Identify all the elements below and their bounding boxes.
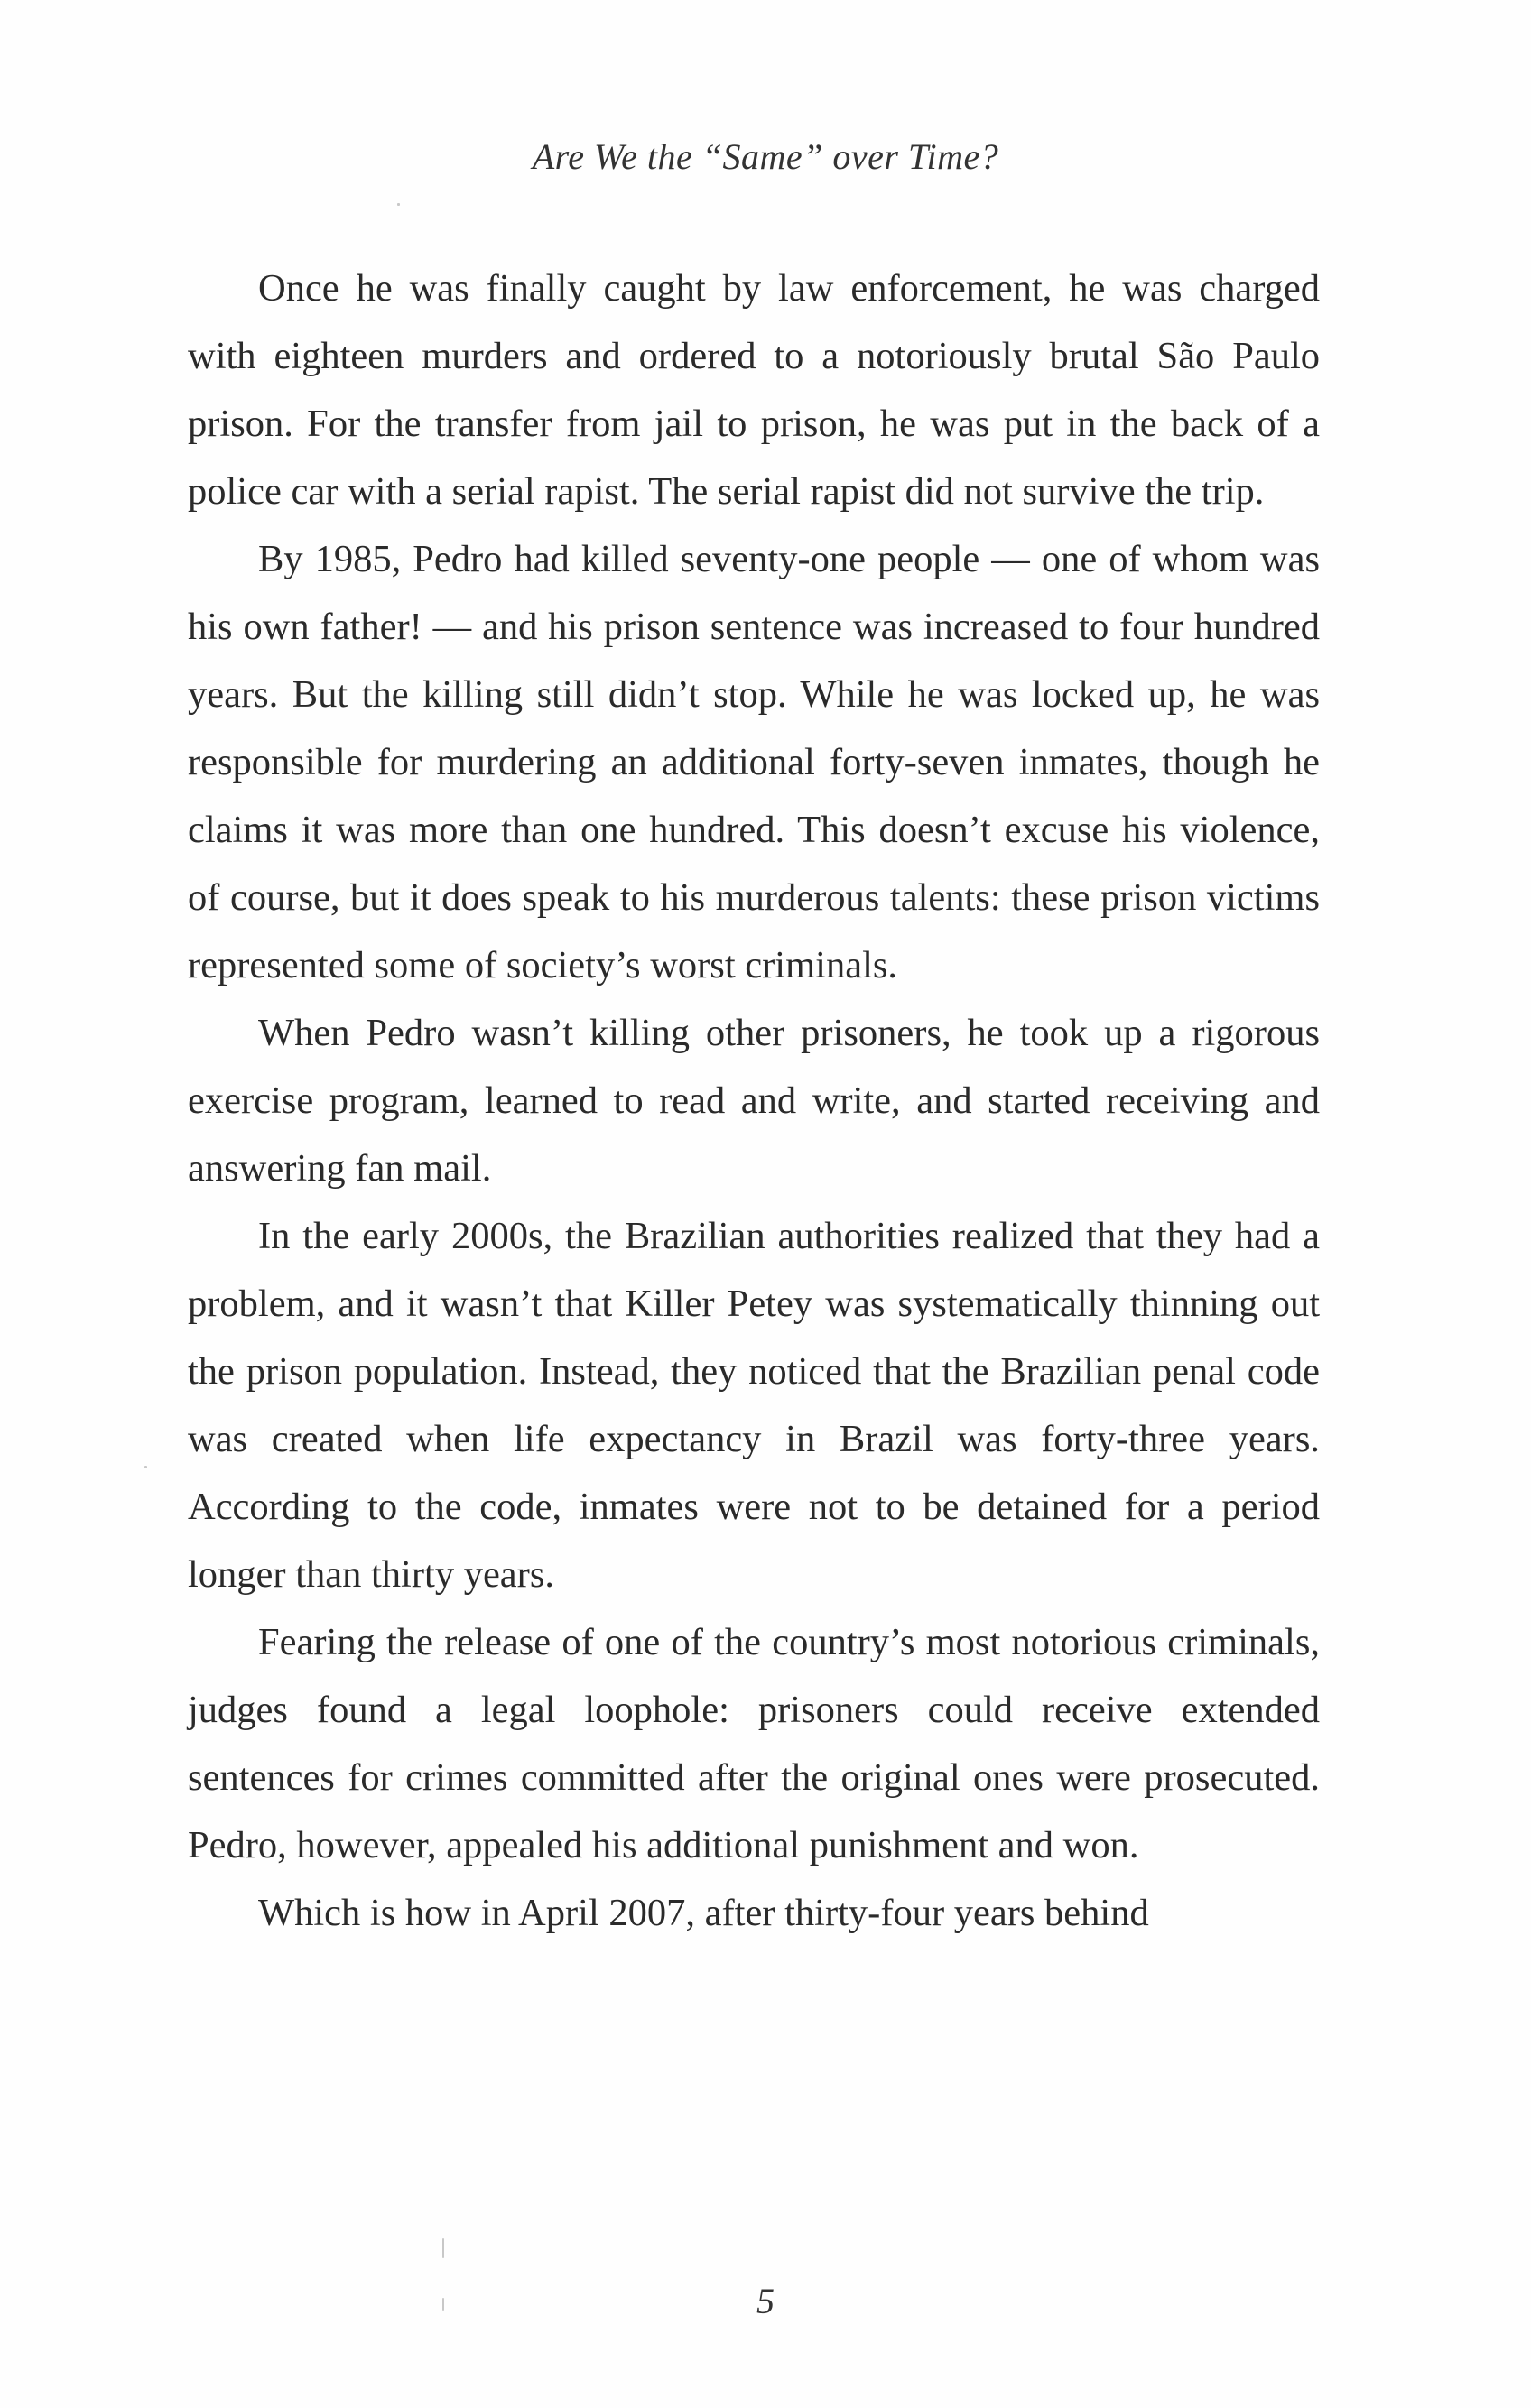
- paragraph-5: Fearing the release of one of the country’s most notorious criminals, judges found a legal loophole: prisoners could receive extended sentences for crimes committed after the original ones were prosecuted. Pedro, however, appealed his additional punishment and won.: [188, 1621, 1320, 1866]
- paragraph-1: Once he was finally caught by law enforcement, he was charged with eighteen murders and ordered to a notoriously brutal São Paulo prison. For the transfer from jail to prison, he was put in the back of a police car with a serial rapist. The serial rapist did not survive the trip.: [188, 267, 1320, 513]
- scan-speck: [442, 2298, 444, 2311]
- body-text: [188, 255, 1320, 1947]
- scan-speck: [442, 2238, 444, 2258]
- paragraph-6: Which is how in April 2007, after thirty-four years behind: [258, 1892, 1149, 1934]
- paragraph-4: In the early 2000s, the Brazilian authorities realized that they had a problem, and it wasn’t that Killer Petey was systematically thinning out the prison population. Instead, they noticed that the Brazilian penal code was created when life expectancy in Brazil was forty-three years. According to the code, inmates were not to be detained for a period longer than thirty years.: [188, 1215, 1320, 1596]
- paragraph-2: By 1985, Pedro had killed seventy-one people — one of whom was his own father! — and his prison sentence was increased to four hundred years. But the killing still didn’t stop. While he was locked up, he was responsible for murdering an additional forty-seven inmates, though he claims it was more than one hundred. This doesn’t excuse his violence, of course, but it does speak to his murderous talents: these prison victims represented some of society’s worst criminals.: [188, 538, 1320, 986]
- running-head: Are We the “Same” over Time?: [532, 136, 999, 177]
- paragraph-3: When Pedro wasn’t killing other prisoners, he took up a rigorous exercise program, learned to read and write, and started receiving and answering fan mail.: [188, 1012, 1320, 1190]
- scan-speck: [144, 1466, 147, 1468]
- scan-speck: [397, 203, 400, 206]
- page-number: 5: [756, 2281, 775, 2321]
